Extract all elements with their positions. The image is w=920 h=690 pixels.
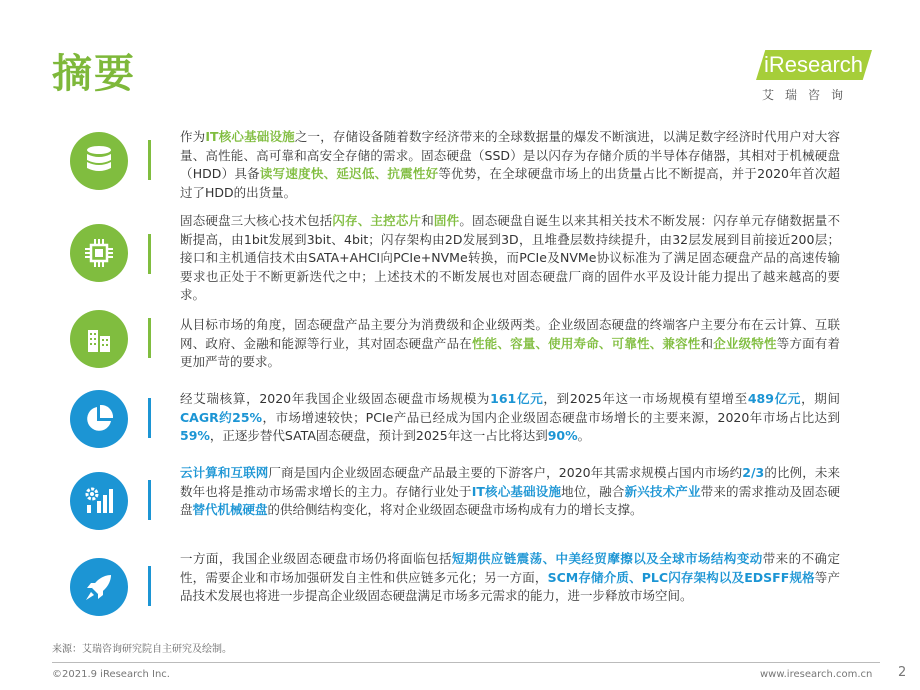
text-segment: 之一，存储设备随着数字经济带来的全球数据量的爆发不断演进，以满足数字经济时代用户对大容量、高性能、高可靠和高安全存储的需求。固态硬盘（SSD）是以闪存为存储介质的半导体存储器，其相对于机械硬盘（HDD）具备: [180, 129, 840, 181]
copyright: ©2021.9 iResearch Inc.: [52, 669, 170, 680]
text-segment: 和: [421, 213, 434, 228]
section-text: [180, 212, 840, 305]
text-segment: 和: [700, 335, 714, 351]
text-segment: 作为: [180, 129, 206, 144]
logo-subtitle: 艾瑞咨询: [762, 88, 855, 102]
highlight-segment: 云计算和互联网: [180, 465, 269, 480]
highlight-segment: 489亿元: [747, 391, 802, 406]
highlight-segment: 59%: [180, 428, 210, 443]
section-divider: [148, 480, 151, 520]
highlight-segment: 固件: [433, 213, 460, 228]
gear-chart-icon: [70, 472, 128, 530]
highlight-segment: 读写速度快、延迟低、抗震性好: [259, 166, 439, 181]
text-segment: 固态硬盘三大核心技术包括: [180, 213, 333, 228]
text-segment: 的比例，未来数年也将是推动市场需求增长的主力。存储行业处于: [180, 465, 840, 499]
section-divider: [148, 234, 151, 274]
page-number: 2: [898, 665, 907, 680]
text-segment: 。: [577, 428, 591, 443]
iresearch-logo: [756, 46, 876, 106]
text-segment: 带来的不确定性，需要企业和市场加强研发自主性和供应链多元化；另一方面，: [180, 551, 840, 585]
source-note: 来源：艾瑞咨询研究院自主研究及绘制。: [52, 644, 232, 655]
text-segment: ，市场增速较快；PCIe产品已经成为国内企业级固态硬盘市场增长的主要来源，2020年市场占比达到: [262, 409, 840, 425]
highlight-segment: IT核心基础设施: [205, 129, 295, 144]
section-divider: [148, 318, 151, 358]
text-segment: 地位，融合: [561, 483, 625, 499]
highlight-segment: 2/3: [742, 465, 765, 480]
chip-icon: [70, 224, 128, 282]
section-text: [180, 390, 840, 446]
highlight-segment: 161亿元: [490, 391, 544, 406]
pie-chart-icon: [70, 390, 128, 448]
text-segment: ，期间: [801, 391, 841, 406]
section-divider: [148, 140, 151, 180]
section-text: [180, 550, 840, 606]
highlight-segment: 新兴技术产业: [624, 483, 701, 499]
section-text: [180, 316, 840, 372]
highlight-segment: CAGR约25%: [180, 409, 263, 425]
highlight-segment: IT核心基础设施: [471, 483, 562, 499]
highlight-segment: 性能、容量、使用寿命、可靠性、兼容性: [471, 335, 701, 351]
section-divider: [148, 398, 151, 438]
highlight-segment: 90%: [547, 428, 578, 443]
section-text: [180, 464, 840, 520]
text-segment: 等方面有着更加严苛的要求。: [180, 335, 840, 369]
database-icon: [70, 132, 128, 190]
text-segment: 带来的需求推动及固态硬盘: [180, 483, 840, 517]
text-segment: ，到2025年这一市场规模有望增至: [543, 391, 748, 406]
text-segment: 的供给侧结构变化，将对企业级固态硬盘市场构成有力的增长支撑。: [267, 502, 643, 517]
page-title: 摘要: [52, 51, 136, 97]
highlight-segment: 企业级特性: [713, 335, 777, 351]
text-segment: 厂商是国内企业级固态硬盘产品最主要的下游客户，2020年其需求规模占国内市场约: [268, 465, 743, 480]
website-link[interactable]: www.iresearch.com.cn: [760, 669, 873, 680]
logo-text: iResearch: [764, 52, 864, 77]
rocket-icon: [70, 558, 128, 616]
text-segment: 等产品技术发展也将进一步提高企业级固态硬盘满足市场多元需求的能力，进一步释放市场空间。: [180, 569, 840, 603]
highlight-segment: 闪存、主控芯片: [332, 213, 422, 228]
text-segment: 从目标市场的角度，固态硬盘产品主要分为消费级和企业级两类。企业级固态硬盘的终端客户主要分布在云计算、互联网、政府、金融和能源等行业，其对固态硬盘产品在: [180, 317, 840, 351]
text-segment: 等优势，在全球硬盘市场上的出货量占比不断提高，并于2020年首次超过了HDD的出货量。: [180, 166, 840, 200]
text-segment: 。固态硬盘自诞生以来其相关技术不断发展：闪存单元存储数据量不断提高，由1bit发展到3bit、4bit；闪存架构由2D发展到3D，且堆叠层数持续提升，由32层发展到目前接近200层；接口和主机通信技术由SATA+AHCI向PCIe+NVMe转换，而PCIe及NVMe协议标准为了满足固态硬盘产品的高速传输要求也正处于不断更新迭代之中；上述技术的不断发展也对固态硬盘厂商的固件水平及设计能力提出了越来越高的要求。: [180, 213, 840, 302]
highlight-segment: 短期供应链震荡、中美经贸摩擦以及全球市场结构变动: [451, 551, 763, 566]
section-text: [180, 128, 840, 202]
highlight-segment: 替代机械硬盘: [192, 502, 268, 517]
text-segment: 经艾瑞核算，2020年我国企业级固态硬盘市场规模为: [180, 391, 491, 406]
footer-divider: [52, 662, 880, 663]
text-segment: 一方面，我国企业级固态硬盘市场仍将面临包括: [180, 551, 452, 566]
section-divider: [148, 566, 151, 606]
highlight-segment: SCM存储介质、PLC闪存架构以及EDSFF规格: [547, 569, 815, 585]
building-icon: [70, 310, 128, 368]
text-segment: ，正逐步替代SATA固态硬盘，预计到2025年这一占比将达到: [209, 428, 548, 443]
